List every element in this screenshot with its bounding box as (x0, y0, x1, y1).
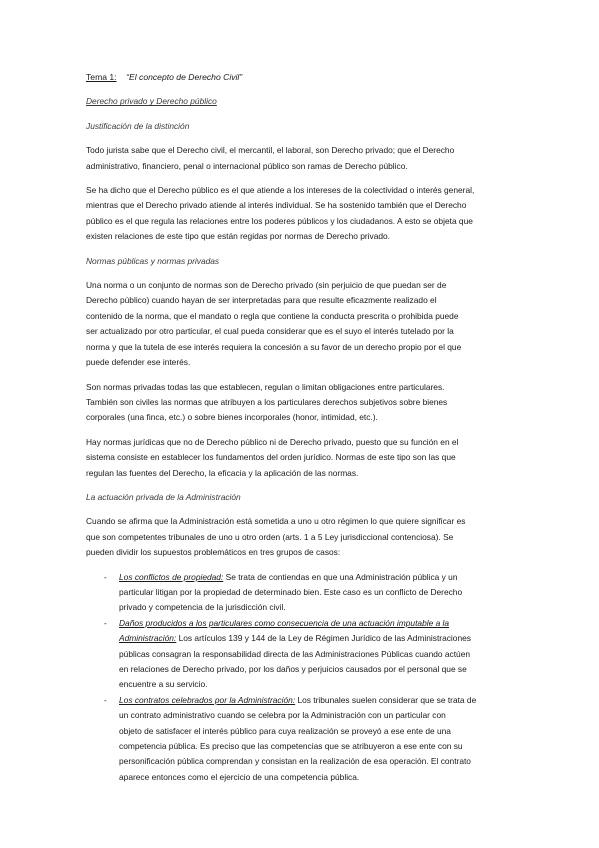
subsection-heading-normas: Normas públicas y normas privadas (86, 255, 220, 266)
paragraph-line: Hay normas jurídicas que no de Derecho público ni de Derecho privado, puesto que su función en el (86, 436, 459, 447)
paragraph-line: regulan las fuentes del Derecho, la eficacia y la aplicación de las normas. (86, 467, 359, 478)
list-bullet: - (104, 617, 107, 628)
list-item-line: encuentre a su servicio. (119, 679, 208, 690)
subsection-heading-justificacion: Justificación de la distinción (86, 120, 190, 131)
paragraph-line: mientras que el Derecho privado atiende al interés individual. Se ha sostenido también que el Derecho (86, 200, 467, 211)
list-item-line: públicas consagran la responsabilidad directa de las Administraciones Públicas cuando actúen (119, 648, 471, 659)
paragraph-3 (86, 278, 516, 370)
list-item-line: competencia pública. Es preciso que las competencias que se atribuyeron a ese ente con su (119, 741, 463, 752)
list-item-line (119, 570, 516, 585)
case-title-continued: Administración: (119, 633, 177, 644)
list-bullet: - (104, 694, 107, 705)
paragraph-line: puede defender ese interés. (86, 357, 191, 368)
list-item (86, 616, 516, 693)
paragraph-1 (86, 143, 516, 174)
document-page (86, 70, 516, 785)
paragraph-line: Cuando se afirma que la Administración está sometida a uno u otro régimen lo que quiere significar es (86, 516, 466, 527)
list-item-line: objeto de satisfacer el interés público para cuya realización se proveyó a ese ente de una (119, 725, 451, 736)
paragraph-line: Todo jurista sabe que el Derecho civil, el mercantil, el laboral, son Derecho privado; que el Derecho (86, 145, 455, 156)
paragraph-line: corporales (una finca, etc.) o sobre bienes incorporales (honor, intimidad, etc.). (86, 412, 378, 423)
case-text: Los artículos 139 y 144 de la Ley de Régimen Jurídico de las Administraciones (176, 633, 471, 644)
list-item-line (119, 631, 516, 646)
paragraph-line: contenido de la norma, que el mandato o regla que contiene la conducta prescrita o prohibida puede (86, 310, 459, 321)
paragraph-line: Una norma o un conjunto de normas son de Derecho privado (sin perjuicio de que puedan ser de (86, 280, 447, 291)
paragraph-line: administrativo, financiero, penal o internacional público son ramas de Derecho público. (86, 160, 408, 171)
list-item-line: en relaciones de Derecho privado, por los daños y perjuicios causados por el personal que se (119, 664, 467, 674)
paragraph-line: norma y que la tutela de ese interés requiera la concesión a su favor de un derecho propio por el que (86, 341, 462, 352)
paragraph-line: Se ha dicho que el Derecho público es el que atiende a los intereses de la colectividad o interés general, (86, 185, 475, 196)
subsection-heading-actuacion: La actuación privada de la Administración (86, 491, 241, 502)
section-heading: Derecho privado y Derecho público (86, 96, 217, 107)
paragraph-line: pueden dividir los supuestos problemáticos en tres grupos de casos: (86, 547, 341, 558)
title-text: “El concepto de Derecho Civil” (126, 72, 243, 82)
paragraph-line: Son normas privadas todas las que establecen, regulan o limitan obligaciones entre particulares. (86, 381, 445, 392)
paragraph-2 (86, 183, 516, 245)
paragraph-line: público es el que regula las relaciones entre los poderes públicos y los ciudadanos. A esto se objeta que (86, 215, 473, 226)
case-text: Los tribunales suelen considerar que se trata de (295, 694, 477, 705)
paragraph-line: Derecho público) cuando hayan de ser interpretadas para que resulte eficazmente realizado el (86, 295, 437, 306)
page-title (86, 70, 516, 85)
list-item-line: aparece entonces como el ejercicio de una competencia pública. (119, 771, 360, 782)
list-item-line: un contrato administrativo cuando se celebra por la Administración con un particular con (119, 710, 446, 721)
case-title: Los contratos celebrados por la Administración: (119, 694, 296, 705)
paragraph-4 (86, 380, 516, 426)
paragraph-line: ser actualizado por otro particular, el cual pueda considerar que es el suyo el interés tutelado por la (86, 326, 454, 337)
paragraph-6 (86, 514, 516, 560)
list-item-line: personificación pública comprendan y consistan en la realización de esa operación. El contrato (119, 756, 471, 767)
list-bullet: - (104, 571, 107, 582)
case-title: Los conflictos de propiedad: (119, 571, 224, 582)
paragraph-line: sistema consiste en establecer los fundamentos del orden jurídico. Normas de este tipo son las que (86, 452, 456, 463)
paragraph-line: existen relaciones de este tipo que están regidas por normas de Derecho privado. (86, 231, 391, 242)
case-title: Daños producidos a los particulares como consecuencia de una actuación imputable a la (119, 617, 450, 628)
case-text: Se trata de contiendas en que una Administración pública y un (223, 571, 458, 582)
list-item-line: particular litigan por la propiedad de determinado bien. Este caso es un conflicto de Derecho (119, 586, 463, 597)
list-item-line (119, 693, 516, 708)
paragraph-5 (86, 435, 516, 481)
paragraph-line: que son competentes tribunales de uno u otro orden (arts. 1 a 5 Ley jurisdiccional contenciosa). Se (86, 531, 454, 542)
cases-list (86, 570, 516, 786)
title-label: Tema 1: (86, 72, 117, 82)
paragraph-line: También son civiles las normas que atribuyen a los particulares derechos subjetivos sobre bienes (86, 396, 448, 407)
list-item-line: privado y competencia de la jurisdicción civil. (119, 602, 286, 613)
list-item (86, 693, 516, 785)
list-item (86, 570, 516, 616)
